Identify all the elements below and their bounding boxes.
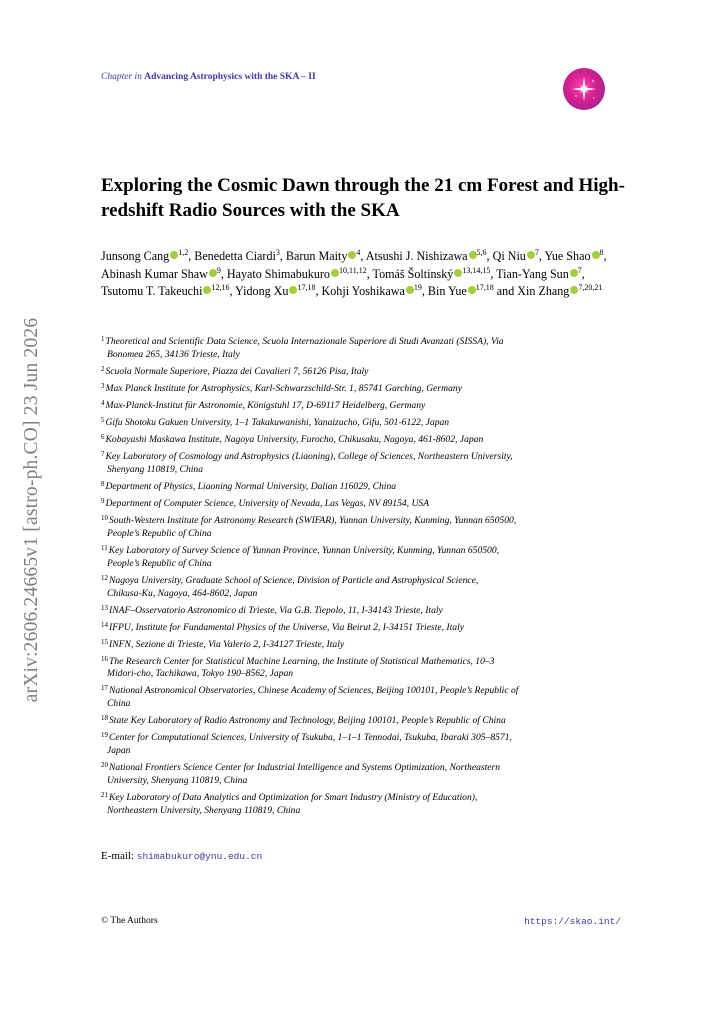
- author: [496, 267, 582, 281]
- affiliation-text: People’s Republic of China: [107, 527, 212, 539]
- affiliation-text: Bonomea 265, 34136 Trieste, Italy: [107, 348, 240, 360]
- author-affiliation-ref: 10,11,12: [338, 265, 367, 275]
- affiliation-text: University, Shenyang 110819, China: [107, 775, 248, 787]
- author-affiliation-ref: 13,14,15: [462, 265, 491, 275]
- copyright: © The Authors: [101, 916, 158, 926]
- affiliation-item: [101, 572, 626, 601]
- affiliation-number: 9: [101, 496, 105, 505]
- author: [373, 267, 491, 281]
- author-affiliation-ref: 19: [413, 282, 422, 292]
- author-name: Barun Maity: [285, 249, 348, 263]
- author-affiliation-ref: 7: [534, 247, 539, 257]
- orcid-icon[interactable]: [468, 286, 476, 294]
- affiliation-item: [101, 759, 626, 788]
- author-affiliation-ref: 5,6: [476, 247, 487, 257]
- paper-title: Exploring the Cosmic Dawn through the 21 cm Forest and High-redshift Radio Sources with the SKA: [101, 175, 625, 221]
- author: [428, 284, 494, 298]
- affiliation-text: Midori-cho, Tachikawa, Tokyo 190–8562, Japan: [107, 668, 294, 680]
- author: [322, 284, 422, 298]
- author-affiliation-ref: 9: [216, 265, 221, 275]
- author-affiliation-ref: 17,18: [297, 282, 316, 292]
- author-name: Yidong Xu: [235, 284, 289, 298]
- affiliation-number: 1: [101, 335, 105, 343]
- affiliation-text: People’s Republic of China: [107, 557, 212, 569]
- affiliation-item: [101, 789, 626, 818]
- orcid-icon[interactable]: [209, 269, 217, 277]
- orcid-icon[interactable]: [570, 269, 578, 277]
- author: [286, 249, 360, 263]
- affiliation-number: 19: [101, 731, 108, 740]
- affiliation-text: China: [107, 698, 131, 710]
- affiliation-text: Key Laboratory of Data Analytics and Optimization for Smart Industry (Ministry of Education),: [109, 792, 478, 804]
- author-name: Tomáš Šoltinský: [372, 266, 454, 281]
- affiliation-number: 3: [101, 381, 105, 390]
- author: [227, 267, 367, 281]
- author-affiliation-ref: 17,18: [475, 282, 494, 292]
- affiliation-text: Key Laboratory of Cosmology and Astrophysics (Liaoning), College of Sciences, Northeastern University,: [105, 450, 513, 462]
- affiliation-item: [101, 397, 626, 413]
- affiliation-text: The Research Center for Statistical Machine Learning, the Institute of Statistical Mathematics, 10–3: [109, 655, 495, 667]
- author: [366, 249, 487, 263]
- affiliation-item: [101, 682, 626, 711]
- affiliation-number: 15: [101, 637, 108, 646]
- author-conjunction: and: [496, 284, 518, 298]
- author-name: Junsong Cang: [101, 249, 170, 263]
- affiliation-text: Kobayashi Maskawa Institute, Nagoya University, Furocho, Chikusaku, Nagoya, 461-8602, Japan: [105, 433, 484, 445]
- affiliation-item: [101, 478, 626, 494]
- author: [194, 249, 280, 263]
- chapter-line: [101, 72, 316, 82]
- affiliation-text: Japan: [107, 745, 131, 757]
- author: [101, 284, 229, 298]
- author-name: Atsushi J. Nishizawa: [365, 249, 468, 263]
- orcid-icon[interactable]: [592, 251, 600, 259]
- star-icon: [563, 68, 605, 110]
- affiliation-item: [101, 431, 626, 447]
- affiliation-number: 12: [101, 573, 108, 582]
- orcid-icon[interactable]: [406, 286, 414, 294]
- affiliation-text: Gifu Shotoku Gakuen University, 1–1 Takakuwanishi, Yanaizucho, Gifu, 501-6122, Japan: [105, 416, 450, 428]
- author-affiliation-ref: 12,16: [211, 282, 230, 292]
- affiliation-text: Theoretical and Scientific Data Science, Scuola Internazionale Superiore di Studi Avanzati (SISSA), Via: [105, 336, 504, 347]
- author-name: Xin Zhang: [517, 284, 570, 298]
- affiliation-item: [101, 636, 626, 652]
- affiliation-item: [101, 448, 626, 477]
- affiliation-text: Key Laboratory of Survey Science of Yunnan Province, Yunnan University, Kunming, Yunnan 650500,: [108, 544, 500, 556]
- affiliation-text: IFPU, Institute for Fundamental Physics of the Universe, Via Beirut 2, I-34151 Trieste, Italy: [109, 621, 464, 633]
- affiliation-item: [101, 619, 626, 635]
- author: [101, 267, 221, 281]
- author-affiliation-ref: 8: [599, 247, 604, 257]
- author: [517, 284, 602, 298]
- author-name: Kohji Yoshikawa: [321, 284, 405, 298]
- affiliation-number: 8: [101, 479, 105, 488]
- email-label: E-mail:: [101, 850, 134, 862]
- affiliation-number: 11: [101, 543, 108, 552]
- affiliation-item: [101, 602, 626, 618]
- affiliation-number: 6: [101, 432, 105, 441]
- author-affiliation-ref: 4: [356, 247, 361, 257]
- affiliation-item: [101, 729, 626, 758]
- affiliation-text: South-Western Institute for Astronomy Research (SWIFAR), Yunnan University, Kunming, Yunnan 650500,: [109, 514, 517, 526]
- author-affiliation-ref: 3: [275, 247, 280, 257]
- author: [235, 284, 315, 298]
- affiliation-list: [101, 333, 626, 819]
- author-name: Tsutomu T. Takeuchi: [101, 284, 203, 298]
- author-affiliation-ref: 7: [577, 265, 582, 275]
- affiliation-text: Department of Physics, Liaoning Normal University, Dalian 116029, China: [105, 480, 397, 492]
- affiliation-text: State Key Laboratory of Radio Astronomy and Technology, Beijing 100101, People’s Republic of China: [109, 715, 506, 727]
- affiliation-item: [101, 653, 626, 682]
- affiliation-item: [101, 380, 626, 396]
- author-name: Benedetta Ciardi: [194, 249, 276, 263]
- author-name: Qi Niu: [492, 249, 526, 263]
- affiliation-text: Nagoya University, Graduate School of Science, Division of Particle and Astrophysical Science,: [109, 574, 479, 586]
- affiliation-number: 20: [101, 761, 108, 770]
- arxiv-stamp-text: arXiv:2606.24665v1 [astro-ph.CO] 23 Jun 2026: [21, 317, 42, 703]
- email-link[interactable]: shimabukuro@ynu.edu.cn: [136, 851, 263, 862]
- affiliation-text: Shenyang 110819, China: [107, 463, 204, 475]
- affiliation-item: [101, 414, 626, 430]
- affiliation-text: Scuola Normale Superiore, Piazza dei Cavalieri 7, 56126 Pisa, Italy: [105, 365, 369, 377]
- author-name: Yue Shao: [544, 249, 591, 263]
- orcid-icon[interactable]: [469, 251, 477, 259]
- orcid-icon[interactable]: [170, 251, 178, 259]
- author-name: Abinash Kumar Shaw: [101, 266, 208, 281]
- affiliation-text: Northeastern University, Shenyang 110819, China: [107, 805, 301, 817]
- affiliation-number: 14: [101, 620, 108, 629]
- affiliation-text: Chikusa-Ku, Nagoya, 464-8602, Japan: [107, 587, 258, 599]
- ska-url-link[interactable]: https://skao.int/: [524, 916, 621, 927]
- author-name: Hayato Shimabukuro: [226, 266, 330, 281]
- affiliation-number: 21: [101, 791, 108, 800]
- author-affiliation-ref: 1,2: [178, 247, 189, 257]
- affiliation-text: Center for Computational Sciences, University of Tsukuba, 1–1–1 Tennodai, Tsukuba, Ibaraki 305–8571,: [109, 732, 512, 744]
- affiliation-item: [101, 712, 626, 728]
- orcid-icon[interactable]: [527, 251, 535, 259]
- affiliation-text: Max Planck Institute for Astrophysics, Karl-Schwarzschild-Str. 1, 85741 Garching, Germany: [105, 382, 462, 394]
- author-list: Junsong Cang $^{1,2}$, Benedetta Ciardi$^3$, Barun Maity $^4$, Atsushi J. Nishizawa $^{5,6}$, Qi Niu $^7$, Yue Shao $^8$, Abinash Kumar Shaw $^9$, Hayato Shimabukuro $^{10,11,12}$, Tomáš Šoltinský $^{13,14,15}$, Tian-Yang Sun $^7$, Tsutomu T. Takeuchi $^{12,16}$, Yidong Xu $^{17,18}$, Kohji Yoshikawa $^{19}$, Bin Yue $^{17,18}$ and Xin Zhang $^{7,20,21}$: [101, 247, 607, 298]
- affiliation-text: National Astronomical Observatories, Chinese Academy of Sciences, Beijing 100101, People’s Republic of: [109, 685, 519, 697]
- affiliation-number: 5: [101, 415, 105, 424]
- affiliation-text: INAF–Osservatorio Astronomico di Trieste, Via G.B. Tiepolo, 11, I-34143 Trieste, Italy: [109, 604, 443, 616]
- author-name: Bin Yue: [427, 284, 467, 298]
- affiliation-number: 10: [101, 513, 108, 522]
- affiliation-number: 17: [101, 684, 108, 693]
- affiliation-item: [101, 363, 626, 379]
- affiliation-item: [101, 495, 626, 511]
- ska-star-logo: [563, 68, 605, 110]
- author-affiliation-ref: 7,20,21: [578, 282, 603, 292]
- author: [544, 249, 603, 263]
- affiliation-number: 2: [101, 364, 105, 373]
- affiliation-text: National Frontiers Science Center for Industrial Intelligence and Systems Optimization, Northeastern: [109, 762, 501, 774]
- author-name: Tian-Yang Sun: [496, 266, 569, 281]
- orcid-icon[interactable]: [331, 269, 339, 277]
- affiliation-number: 4: [101, 398, 105, 407]
- affiliation-number: 16: [101, 654, 108, 663]
- affiliation-number: 13: [101, 603, 108, 612]
- affiliation-number: 18: [101, 714, 108, 723]
- affiliation-number: 7: [101, 449, 105, 458]
- book-title-link[interactable]: Advancing Astrophysics with the SKA – II: [144, 72, 316, 82]
- arxiv-stamp: [2, 270, 62, 750]
- affiliation-text: Department of Computer Science, University of Nevada, Las Vegas, NV 89154, USA: [105, 497, 430, 509]
- author: [493, 249, 539, 263]
- affiliation-item: [101, 542, 626, 571]
- author: [101, 249, 188, 263]
- email-line: [101, 850, 262, 862]
- affiliation-item: [101, 333, 626, 362]
- affiliation-item: [101, 512, 626, 541]
- affiliation-text: INFN, Sezione di Trieste, Via Valerio 2, I-34127 Trieste, Italy: [109, 638, 345, 650]
- affiliation-text: Max-Planck-Institut für Astronomie, Königstuhl 17, D-69117 Heidelberg, Germany: [105, 399, 426, 411]
- chapter-prefix: Chapter in: [101, 72, 142, 82]
